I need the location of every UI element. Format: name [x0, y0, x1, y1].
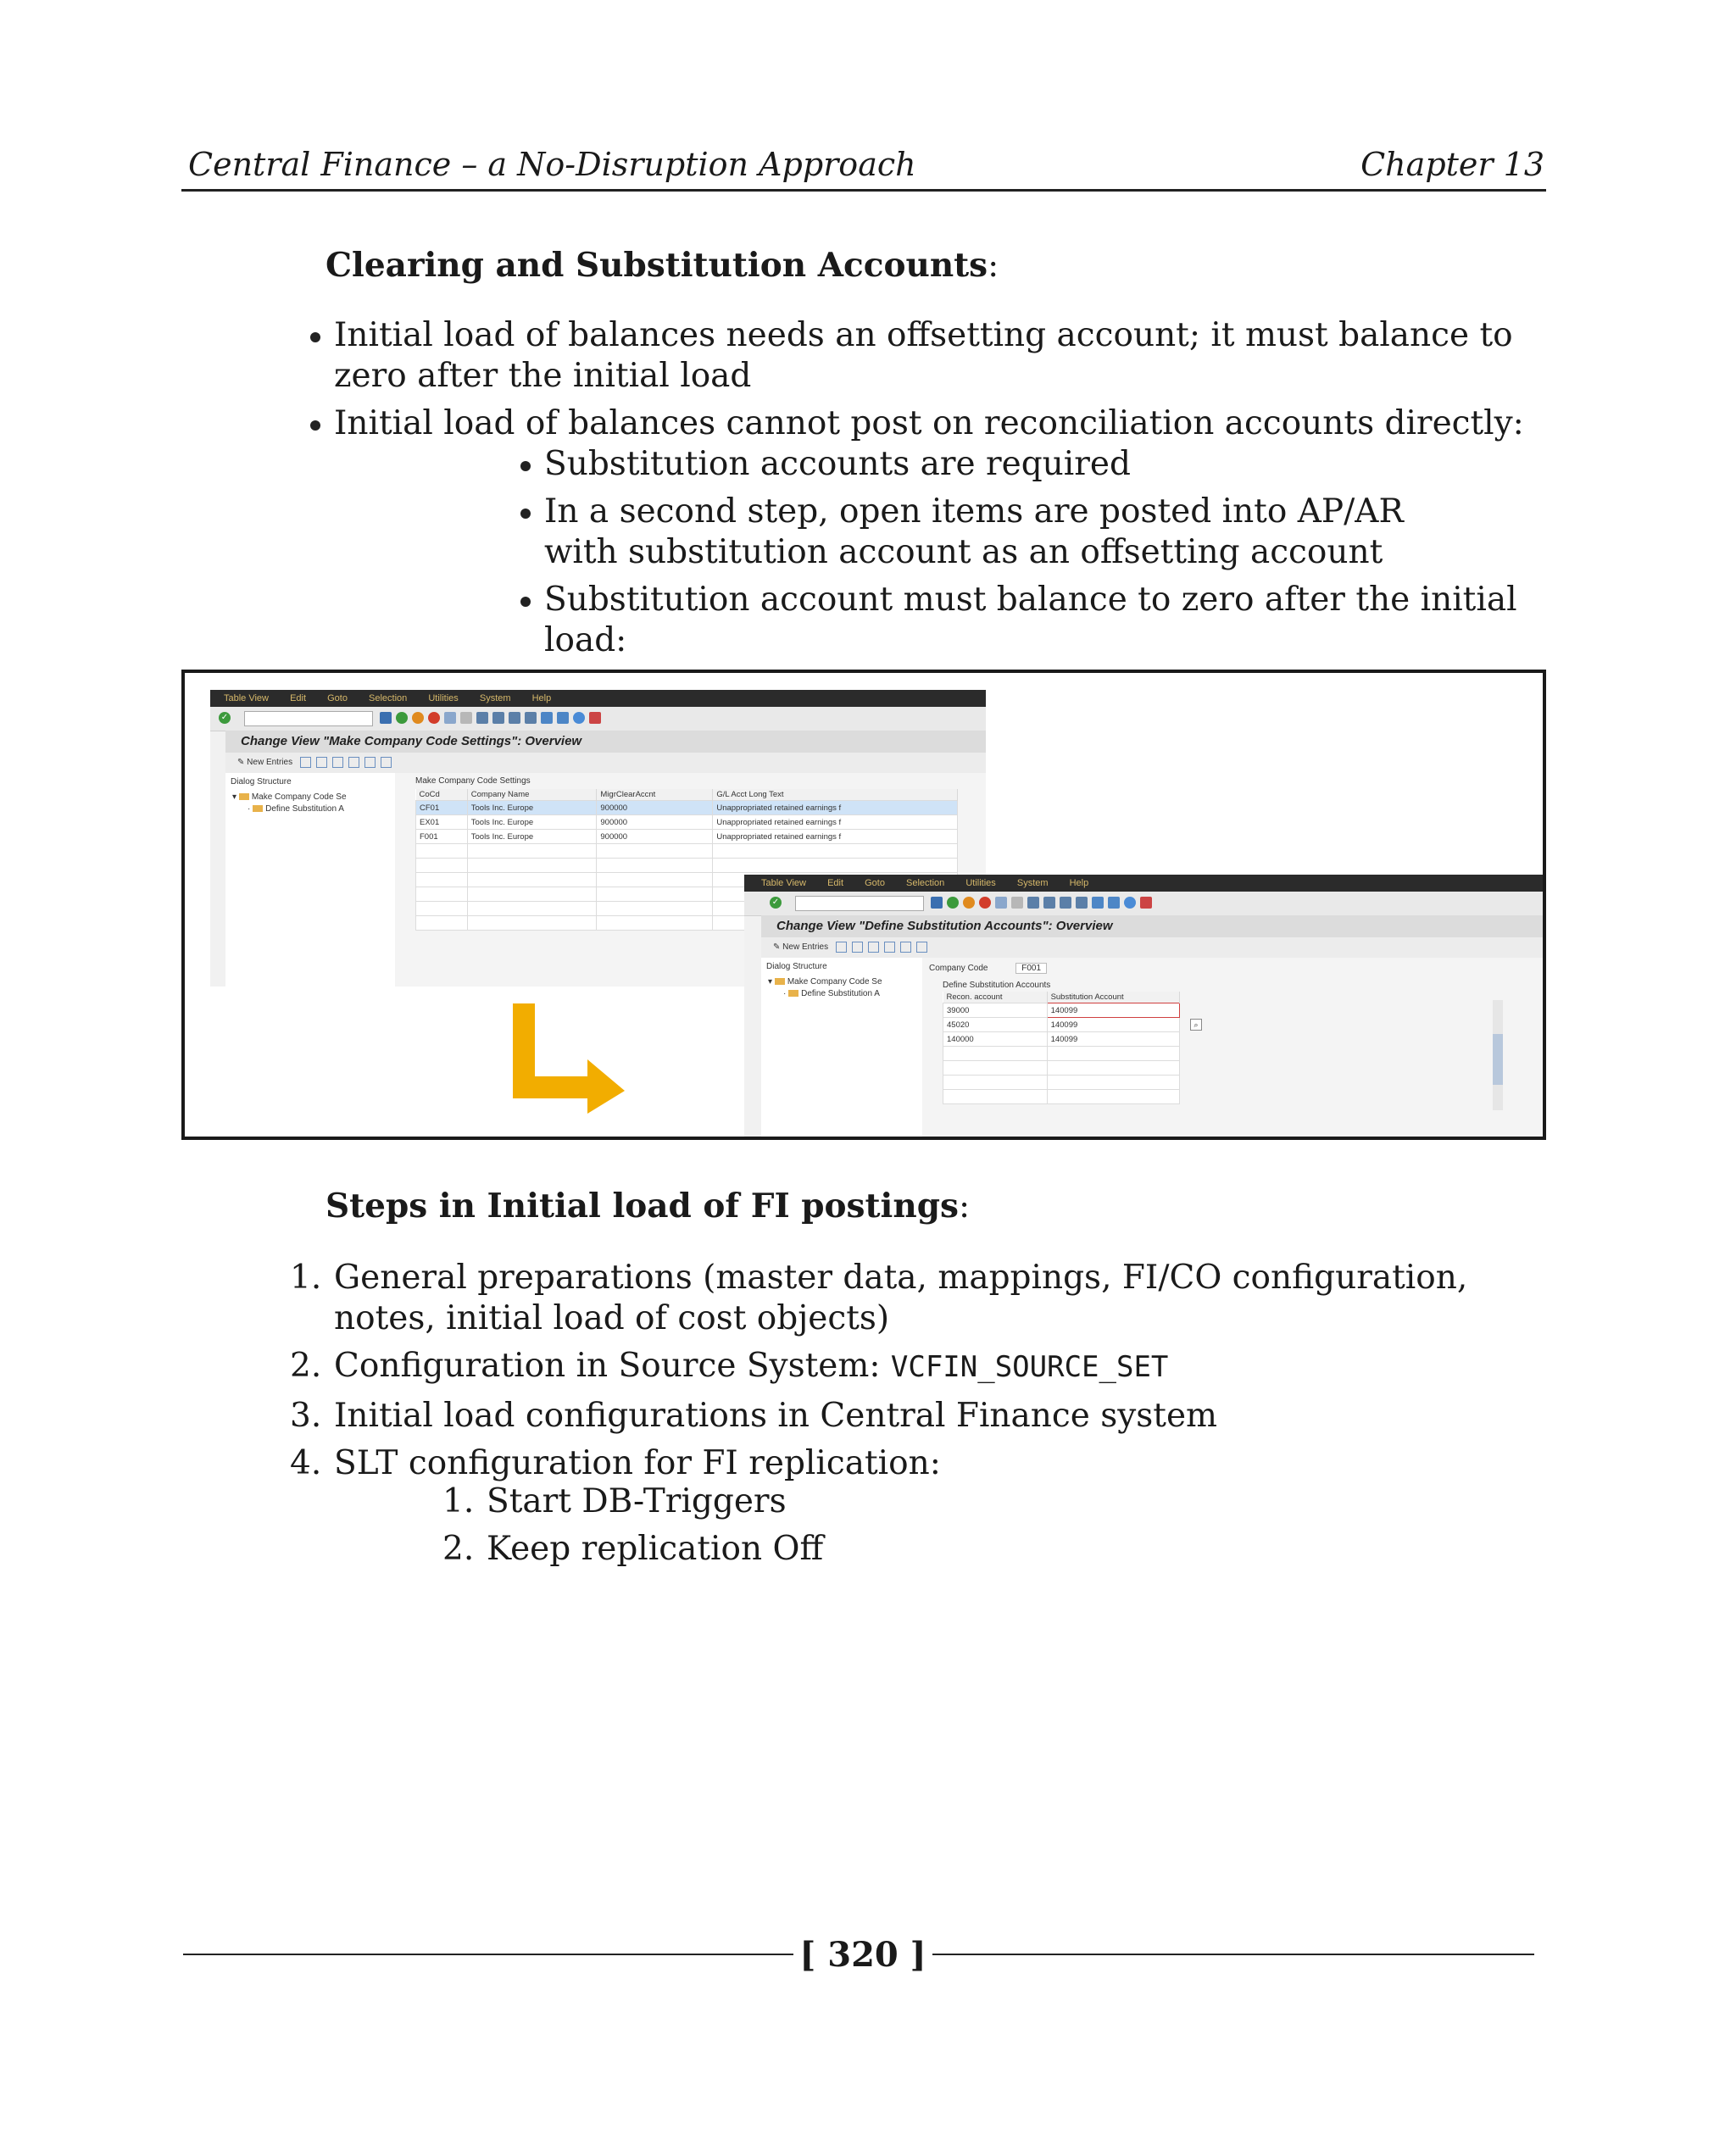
shortcut-icon[interactable]: [1108, 897, 1120, 909]
search-help-icon[interactable]: ⌕: [1190, 1019, 1202, 1031]
step-item: [290, 1258, 1555, 1339]
menu-item[interactable]: System: [479, 693, 511, 703]
table-row[interactable]: [416, 801, 958, 815]
step-text: Initial load configurations in Central Finance system: [334, 1397, 1218, 1435]
dialog-structure-tree: [761, 958, 923, 1137]
table-title: Make Company Code Settings: [415, 776, 531, 786]
menu-item[interactable]: Help: [1069, 878, 1089, 888]
table-row-empty: [943, 1076, 1180, 1090]
section-title-steps: [326, 1187, 970, 1226]
tree-node-label: Make Company Code Se: [787, 977, 882, 987]
help-icon[interactable]: [573, 712, 585, 724]
deselect-icon[interactable]: [364, 757, 376, 768]
section-title-colon: :: [958, 1187, 971, 1226]
toolbar-icons: [380, 710, 605, 725]
running-header-title: Central Finance – a No-Disruption Approach: [188, 146, 916, 183]
print-icon[interactable]: [444, 712, 456, 724]
last-page-icon[interactable]: [525, 712, 537, 724]
column-header[interactable]: Recon. account: [943, 992, 1048, 1003]
save-icon[interactable]: [931, 897, 943, 909]
tree-node-label: Define Substitution A: [265, 804, 344, 814]
details-icon[interactable]: [916, 942, 927, 953]
layout-icon[interactable]: [589, 712, 601, 724]
table-row[interactable]: [943, 1003, 1180, 1018]
bullet-text: Initial load of balances cannot post on reconciliation accounts directly:: [334, 404, 1524, 442]
table-cell[interactable]: CF01: [416, 801, 468, 815]
dialog-structure-label: Dialog Structure: [766, 962, 827, 971]
table-cell-focused[interactable]: 140099: [1047, 1003, 1179, 1018]
toolbar-icons: [931, 895, 1156, 910]
step-number: 3.: [290, 1397, 322, 1435]
menu-item[interactable]: Goto: [327, 693, 348, 703]
sap-window-substitution-accounts: [744, 875, 1545, 1137]
sub-bullet-item: [544, 444, 1544, 485]
sub-step-item: [442, 1481, 1334, 1522]
delete-icon[interactable]: [316, 757, 327, 768]
layout-icon[interactable]: [1140, 897, 1152, 909]
step-number: 2.: [290, 1347, 322, 1385]
select-all-icon[interactable]: [348, 757, 359, 768]
numbered-steps: [290, 1258, 1555, 1484]
step-number: 1.: [442, 1482, 475, 1520]
pencil-icon: ✎: [773, 942, 781, 952]
bullet-list: [334, 315, 1538, 444]
sub-step-item: [442, 1529, 1334, 1570]
sap-menubar: [744, 875, 1545, 892]
sap-menubar: [210, 690, 986, 707]
first-page-icon[interactable]: [1027, 897, 1039, 909]
table-cell[interactable]: 140099: [1047, 1018, 1179, 1032]
step-text: Start DB-Triggers: [487, 1482, 787, 1520]
arrow-icon: [509, 1003, 628, 1114]
section-title-text: Steps in Initial load of FI postings: [326, 1187, 959, 1226]
copy-icon[interactable]: [300, 757, 311, 768]
tree-node-label: Define Substitution A: [801, 989, 880, 998]
section-title-clearing: [326, 246, 999, 285]
table-cell[interactable]: Tools Inc. Europe: [467, 815, 597, 830]
vertical-scrollbar[interactable]: [1493, 1000, 1503, 1110]
menu-item[interactable]: Goto: [865, 878, 885, 888]
header-rule: [181, 189, 1546, 192]
details-icon[interactable]: [381, 757, 392, 768]
tree-node-make-company-code[interactable]: [225, 792, 395, 803]
table-row[interactable]: [943, 1032, 1180, 1047]
table-row-empty: [943, 1047, 1180, 1061]
cancel-icon[interactable]: [428, 712, 440, 724]
dialog-structure-tree: [225, 773, 396, 987]
table-cell[interactable]: 900000: [597, 801, 713, 815]
prev-page-icon[interactable]: [1043, 897, 1055, 909]
table-cell[interactable]: 900000: [597, 830, 713, 844]
sub-bullet-text: In a second step, open items are posted into AP/AR with substitution account as an offsetting account: [544, 492, 1404, 571]
select-all-icon[interactable]: [884, 942, 895, 953]
new-entries-button[interactable]: [237, 758, 292, 767]
back-icon[interactable]: [947, 897, 959, 909]
sub-bullet-item: [544, 492, 1409, 573]
folder-icon: [788, 990, 798, 997]
step-text: Configuration in Source System:: [334, 1347, 891, 1385]
menu-item[interactable]: Edit: [290, 693, 307, 703]
menu-item[interactable]: Table View: [224, 693, 269, 703]
table-area: [922, 958, 1545, 1137]
window-title: Change View "Define Substitution Accounts": Overview: [761, 915, 1545, 937]
step-code: VCFIN_SOURCE_SET: [890, 1350, 1169, 1384]
application-toolbar: [225, 753, 986, 773]
sub-bullet-text: Substitution accounts are required: [544, 445, 1131, 483]
table-cell[interactable]: Unappropriated retained earnings f: [713, 801, 958, 815]
save-icon[interactable]: [380, 712, 392, 724]
table-row[interactable]: [943, 1018, 1180, 1032]
table-row-empty: [943, 1061, 1180, 1076]
column-header[interactable]: G/L Acct Long Text: [713, 789, 958, 801]
folder-icon: [239, 793, 249, 800]
tree-node-label: Make Company Code Se: [251, 792, 347, 802]
prev-page-icon[interactable]: [492, 712, 504, 724]
table-cell[interactable]: Unappropriated retained earnings f: [713, 815, 958, 830]
next-page-icon[interactable]: [1060, 897, 1071, 909]
step-item: [290, 1443, 1555, 1484]
new-entries-label: New Entries: [247, 758, 293, 767]
next-page-icon[interactable]: [509, 712, 520, 724]
menu-item[interactable]: Edit: [827, 878, 844, 888]
table-row-empty: [416, 844, 958, 859]
sap-toolbar: [210, 707, 986, 731]
step-number: 4.: [290, 1444, 322, 1482]
footer-rule-left: [183, 1954, 793, 1955]
pencil-icon: ✎: [237, 758, 245, 767]
undo-icon[interactable]: [868, 942, 879, 953]
tree-node-make-company-code[interactable]: [761, 976, 922, 988]
command-field[interactable]: [244, 711, 373, 726]
sub-bullet-item: [544, 580, 1544, 661]
table-row[interactable]: [416, 815, 958, 830]
copy-icon[interactable]: [836, 942, 847, 953]
sub-bullet-list: [544, 444, 1544, 661]
footer-rule-right: [932, 1954, 1534, 1955]
folder-icon: [253, 805, 263, 812]
step-text: SLT configuration for FI replication:: [334, 1444, 941, 1482]
shortcut-icon[interactable]: [557, 712, 569, 724]
step-text: Keep replication Off: [487, 1530, 824, 1568]
table-cell[interactable]: 39000: [943, 1003, 1048, 1018]
column-header[interactable]: Company Name: [467, 789, 597, 801]
bullet-item: [334, 315, 1538, 397]
running-header-chapter: Chapter 13: [1360, 146, 1544, 183]
exit-icon[interactable]: [412, 712, 424, 724]
table-cell[interactable]: Unappropriated retained earnings f: [713, 830, 958, 844]
menu-item[interactable]: Help: [531, 693, 552, 703]
step-text: General preparations (master data, mappings, FI/CO configuration, notes, initial load of cost objects): [334, 1259, 1468, 1337]
scrollbar-thumb[interactable]: [1493, 1034, 1503, 1085]
figure-sap-screenshots: [181, 670, 1546, 1140]
table-cell[interactable]: F001: [416, 830, 468, 844]
expand-icon[interactable]: ▾: [768, 977, 773, 987]
menu-item[interactable]: Selection: [906, 878, 945, 888]
find-icon[interactable]: [1011, 897, 1023, 909]
deselect-icon[interactable]: [900, 942, 911, 953]
new-session-icon[interactable]: [541, 712, 553, 724]
undo-icon[interactable]: [332, 757, 343, 768]
menu-item[interactable]: System: [1016, 878, 1049, 888]
table-cell[interactable]: 900000: [597, 815, 713, 830]
table-row-empty: [943, 1090, 1180, 1104]
folder-icon: [775, 978, 785, 985]
step-item: [290, 1346, 1555, 1387]
sub-bullet-text: Substitution account must balance to zero after the initial load:: [544, 581, 1517, 659]
company-code-field[interactable]: F001: [1015, 963, 1047, 974]
table-cell[interactable]: 140099: [1047, 1032, 1179, 1047]
cancel-icon[interactable]: [979, 897, 991, 909]
new-entries-button[interactable]: [773, 942, 828, 952]
check-icon[interactable]: ✓: [770, 897, 782, 909]
check-icon[interactable]: ✓: [219, 712, 231, 724]
tree-node-define-substitution[interactable]: · Define Substitution A: [248, 804, 344, 814]
new-entries-label: New Entries: [782, 942, 829, 952]
table-title: Define Substitution Accounts: [943, 981, 1051, 990]
expand-icon[interactable]: ▾: [232, 792, 237, 802]
menu-item[interactable]: Utilities: [965, 878, 996, 888]
new-session-icon[interactable]: [1092, 897, 1104, 909]
substitution-accounts-table: [943, 992, 1180, 1104]
menu-item[interactable]: Table View: [761, 878, 806, 888]
sap-toolbar: [744, 892, 1545, 916]
table-cell[interactable]: Tools Inc. Europe: [467, 830, 597, 844]
first-page-icon[interactable]: [476, 712, 488, 724]
company-code-label: Company Code: [929, 964, 988, 973]
print-icon[interactable]: [995, 897, 1007, 909]
table-cell[interactable]: 45020: [943, 1018, 1048, 1032]
find-icon[interactable]: [460, 712, 472, 724]
application-toolbar: [761, 937, 1545, 958]
exit-icon[interactable]: [963, 897, 975, 909]
company-code-row: [922, 958, 1545, 979]
last-page-icon[interactable]: [1076, 897, 1088, 909]
command-field[interactable]: [795, 896, 924, 911]
column-header[interactable]: MigrClearAccnt: [597, 789, 713, 801]
table-cell[interactable]: EX01: [416, 815, 468, 830]
dialog-structure-label: Dialog Structure: [231, 777, 292, 787]
step-item: [290, 1396, 1555, 1437]
numbered-sub-steps: [442, 1481, 1334, 1570]
section-title-colon: :: [988, 247, 999, 285]
table-cell[interactable]: Tools Inc. Europe: [467, 801, 597, 815]
delete-icon[interactable]: [852, 942, 863, 953]
back-icon[interactable]: [396, 712, 408, 724]
column-header[interactable]: Substitution Account: [1047, 992, 1179, 1003]
bullet-text: Initial load of balances needs an offsetting account; it must balance to zero after the initial load: [334, 316, 1513, 395]
section-title-text: Clearing and Substitution Accounts: [326, 246, 988, 285]
menu-item[interactable]: Selection: [369, 693, 408, 703]
step-number: 2.: [442, 1530, 475, 1568]
table-row[interactable]: [416, 830, 958, 844]
step-number: 1.: [290, 1259, 322, 1297]
table-row-empty: [416, 859, 958, 873]
column-header[interactable]: CoCd: [416, 789, 468, 801]
table-cell[interactable]: 140000: [943, 1032, 1048, 1047]
help-icon[interactable]: [1124, 897, 1136, 909]
tree-node-define-substitution[interactable]: · Define Substitution A: [783, 989, 880, 998]
menu-item[interactable]: Utilities: [428, 693, 459, 703]
page-number: [ 320 ]: [799, 1935, 926, 1975]
window-title: Change View "Make Company Code Settings": Overview: [225, 731, 986, 753]
bullet-item: [334, 403, 1538, 444]
